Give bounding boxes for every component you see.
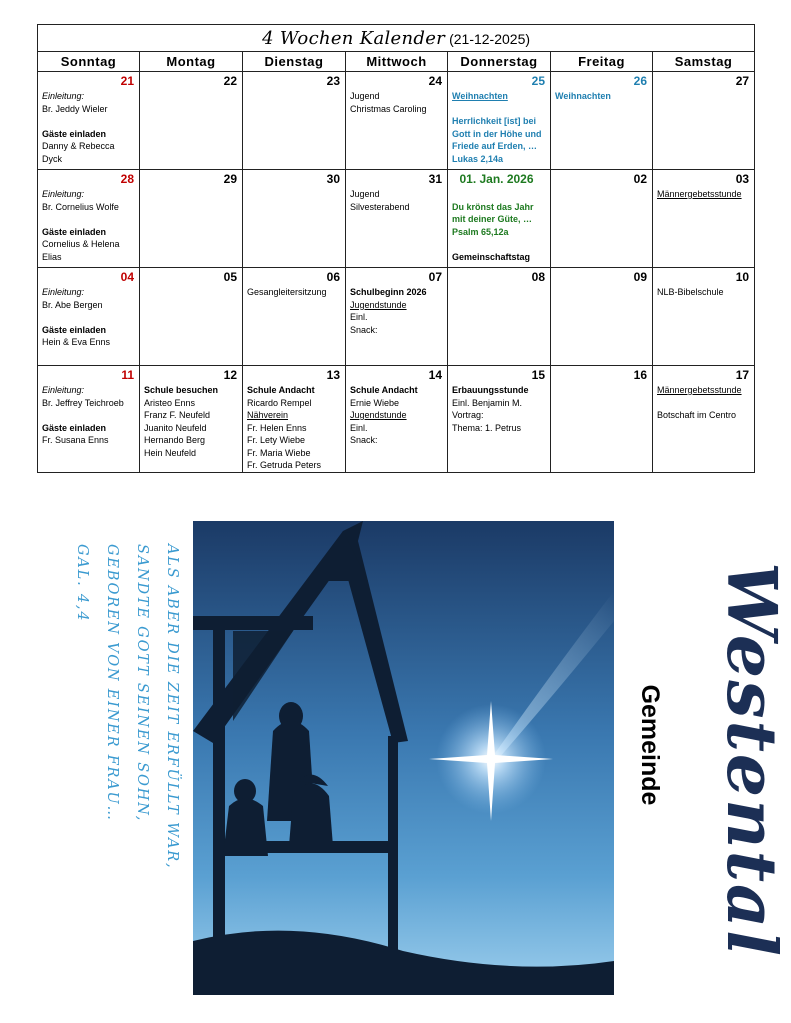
spacer [42, 311, 135, 324]
day-cell [140, 268, 243, 366]
event-line: Männergebetsstunde [657, 189, 742, 199]
day-events [653, 186, 754, 201]
event-line: Ernie Wiebe [350, 397, 400, 408]
event-line: Jugendstunde [350, 299, 407, 310]
day-events [346, 186, 447, 213]
event-line: Einleitung: [42, 189, 85, 199]
week-row [38, 72, 755, 170]
event-line: mit deiner Güte, … [452, 214, 533, 224]
event-line: Gäste einladen [42, 324, 107, 335]
day-cell [346, 72, 448, 170]
event-line: Fr. Lety Wiebe [247, 435, 306, 445]
event-line: NLB-Bibelschule [657, 287, 724, 297]
event-line: Fr. Helen Enns [247, 422, 307, 433]
event-line: Snack: [350, 435, 378, 445]
day-cell [243, 72, 346, 170]
event-line: Schule Andacht [247, 385, 315, 395]
day-events [38, 284, 139, 349]
event-line: Friede auf Erden, … [452, 141, 538, 151]
day-cell [448, 72, 551, 170]
event-line: Männergebetsstunde [657, 385, 742, 395]
church-branding [620, 560, 791, 960]
sky-background [193, 521, 614, 995]
day-events [448, 284, 550, 286]
event-line: Aristeo Enns [144, 397, 196, 408]
day-events [243, 88, 345, 90]
event-line: Schule Andacht [350, 385, 418, 395]
day-cell [448, 268, 551, 366]
day-cell [551, 170, 653, 268]
day-cell [346, 268, 448, 366]
day-number: 25 [531, 74, 545, 88]
day-events [140, 382, 242, 459]
event-line: Weihnachten [555, 91, 611, 101]
day-events [243, 382, 345, 472]
day-number: 03 [735, 172, 750, 186]
day-events [243, 284, 345, 299]
event-line: Einl. Benjamin M. [452, 397, 523, 408]
day-number: 09 [633, 270, 647, 284]
day-number: 07 [428, 270, 442, 284]
calendar-date-range: (21-12-2025) [449, 30, 531, 47]
weekday-samstag: Samstag [653, 52, 755, 72]
day-events [653, 382, 754, 422]
event-line: Fr. Getruda Peters [247, 460, 322, 470]
weekday-mittwoch: Mittwoch [346, 52, 448, 72]
day-cell [346, 366, 448, 473]
day-events [38, 382, 139, 447]
church-subtitle: Gemeinde [636, 684, 664, 806]
spacer [452, 103, 546, 116]
day-events [346, 382, 447, 447]
day-cell [653, 268, 755, 366]
day-events [653, 88, 754, 90]
day-cell [140, 366, 243, 473]
event-line: Hernando Berg [144, 435, 206, 445]
day-number: 13 [326, 368, 340, 382]
spacer [42, 115, 135, 128]
day-number: 29 [223, 172, 237, 186]
spacer [42, 409, 135, 422]
event-line: Herrlichkeit [ist] bei [452, 116, 537, 126]
spacer [42, 213, 135, 226]
event-line: Br. Abe Bergen [42, 299, 103, 310]
event-line: Gott in der Höhe und [452, 128, 542, 139]
calendar-table [37, 24, 755, 473]
event-line: Weihnachten [452, 91, 508, 101]
day-cell [140, 72, 243, 170]
day-number: 21 [120, 74, 134, 88]
weekday-sonntag: Sonntag [38, 52, 140, 72]
day-number: 28 [120, 172, 134, 186]
day-number: 15 [531, 368, 545, 382]
event-line: Gemeinschaftstag [452, 251, 531, 262]
event-line: Gäste einladen [42, 128, 107, 139]
day-number: 24 [428, 74, 442, 88]
week-row [38, 366, 755, 473]
event-line: Ricardo Rempel [247, 397, 312, 408]
day-events [551, 186, 652, 188]
event-line: Jugendstunde [350, 410, 407, 420]
bible-verse [60, 540, 190, 980]
weekday-montag: Montag [140, 52, 243, 72]
day-cell [38, 170, 140, 268]
event-line: Einleitung: [42, 287, 85, 297]
event-line: Botschaft im Centro [657, 410, 737, 420]
day-cell [140, 170, 243, 268]
day-events [448, 88, 550, 165]
day-events [551, 382, 652, 384]
day-events [551, 88, 652, 103]
event-line: Du krönst das Jahr [452, 201, 534, 212]
day-cell [38, 72, 140, 170]
day-number: 04 [120, 270, 134, 284]
day-cell [38, 268, 140, 366]
day-cell [653, 170, 755, 268]
week-row [38, 170, 755, 268]
event-line: Thema: 1. Petrus [452, 422, 522, 433]
day-events [346, 284, 447, 336]
event-line: Juanito Neufeld [144, 422, 207, 433]
day-events [448, 382, 550, 434]
event-line: Christmas Caroling [350, 103, 427, 114]
day-events [448, 186, 550, 263]
event-line: Br. Jeffrey Teichroeb [42, 397, 124, 408]
day-events [140, 186, 242, 188]
event-line: Fr. Susana Enns [42, 435, 109, 445]
event-line: Cornelius & Helena [42, 239, 120, 249]
day-number: 01. Jan. 2026 [459, 172, 534, 186]
event-line: Vortrag: [452, 410, 484, 420]
verse-line: ALS ABER DIE ZEIT ERFÜLLT WAR, [164, 544, 180, 870]
day-cell [448, 366, 551, 473]
day-events [346, 88, 447, 115]
event-line: Erbauungsstunde [452, 385, 529, 395]
event-line: Jugend [350, 91, 380, 101]
event-line: Einleitung: [42, 385, 85, 395]
day-events [38, 88, 139, 165]
calendar-title-cell [38, 25, 755, 52]
day-cell [243, 170, 346, 268]
verse-line: GAL. 4,4 [74, 544, 90, 623]
event-line: Franz F. Neufeld [144, 410, 211, 420]
event-line: Gäste einladen [42, 226, 107, 237]
day-cell [243, 366, 346, 473]
day-number: 06 [326, 270, 340, 284]
day-number: 14 [428, 368, 442, 382]
weekday-freitag: Freitag [551, 52, 653, 72]
day-number: 02 [633, 172, 647, 186]
day-events [38, 186, 139, 263]
day-events [140, 284, 242, 286]
event-line: Silvesterabend [350, 201, 410, 212]
day-number: 30 [326, 172, 340, 186]
weekday-header-row [38, 52, 755, 72]
day-cell [551, 366, 653, 473]
event-line: Fr. Maria Wiebe [247, 447, 311, 458]
day-cell [38, 366, 140, 473]
event-line: Hein & Eva Enns [42, 337, 111, 347]
day-cell [448, 170, 551, 268]
nativity-scene-image [193, 521, 614, 995]
event-line: Br. Cornelius Wolfe [42, 201, 119, 212]
event-line: Nähverein [247, 410, 289, 420]
day-number: 05 [223, 270, 237, 284]
day-events [243, 186, 345, 188]
event-line: Jugend [350, 189, 380, 199]
day-events [551, 284, 652, 286]
spacer [452, 238, 546, 251]
event-line: Gesangleitersitzung [247, 287, 327, 297]
spacer [452, 188, 546, 201]
day-cell [243, 268, 346, 366]
day-number: 22 [223, 74, 237, 88]
event-line: Psalm 65,12a [452, 226, 509, 237]
event-line: Einl. [350, 312, 368, 322]
event-line: Br. Jeddy Wieler [42, 103, 108, 114]
day-number: 27 [735, 74, 750, 88]
day-cell [653, 72, 755, 170]
church-name: Westental [711, 562, 791, 958]
event-line: Einl. [350, 422, 368, 433]
day-cell [346, 170, 448, 268]
weekday-dienstag: Dienstag [243, 52, 346, 72]
day-cell [551, 268, 653, 366]
day-events [140, 88, 242, 90]
event-line: Einleitung: [42, 91, 85, 101]
spacer [657, 397, 750, 410]
event-line: Dyck [42, 153, 62, 164]
day-number: 10 [735, 270, 750, 284]
calendar-title: 4 Wochen Kalender [262, 27, 446, 49]
weekday-donnerstag: Donnerstag [448, 52, 551, 72]
verse-line: SANDTE GOTT SEINEN SOHN, [134, 544, 150, 823]
day-number: 26 [633, 74, 647, 88]
event-line: Elias [42, 251, 62, 262]
day-number: 08 [531, 270, 545, 284]
day-number: 11 [121, 368, 134, 382]
event-line: Schulbeginn 2026 [350, 287, 427, 297]
verse-line: GEBOREN VON EINER FRAU… [104, 544, 120, 822]
event-line: Schule besuchen [144, 385, 219, 395]
event-line: Lukas 2,14a [452, 153, 504, 164]
day-number: 23 [326, 74, 340, 88]
event-line: Snack: [350, 324, 378, 335]
day-cell [653, 366, 755, 473]
day-events [653, 284, 754, 299]
day-number: 31 [428, 172, 442, 186]
day-number: 17 [735, 368, 750, 382]
event-line: Gäste einladen [42, 422, 107, 433]
day-cell [551, 72, 653, 170]
day-number: 12 [223, 368, 237, 382]
event-line: Danny & Rebecca [42, 141, 115, 151]
day-number: 16 [633, 368, 647, 382]
week-row [38, 268, 755, 366]
event-line: Hein Neufeld [144, 447, 197, 458]
